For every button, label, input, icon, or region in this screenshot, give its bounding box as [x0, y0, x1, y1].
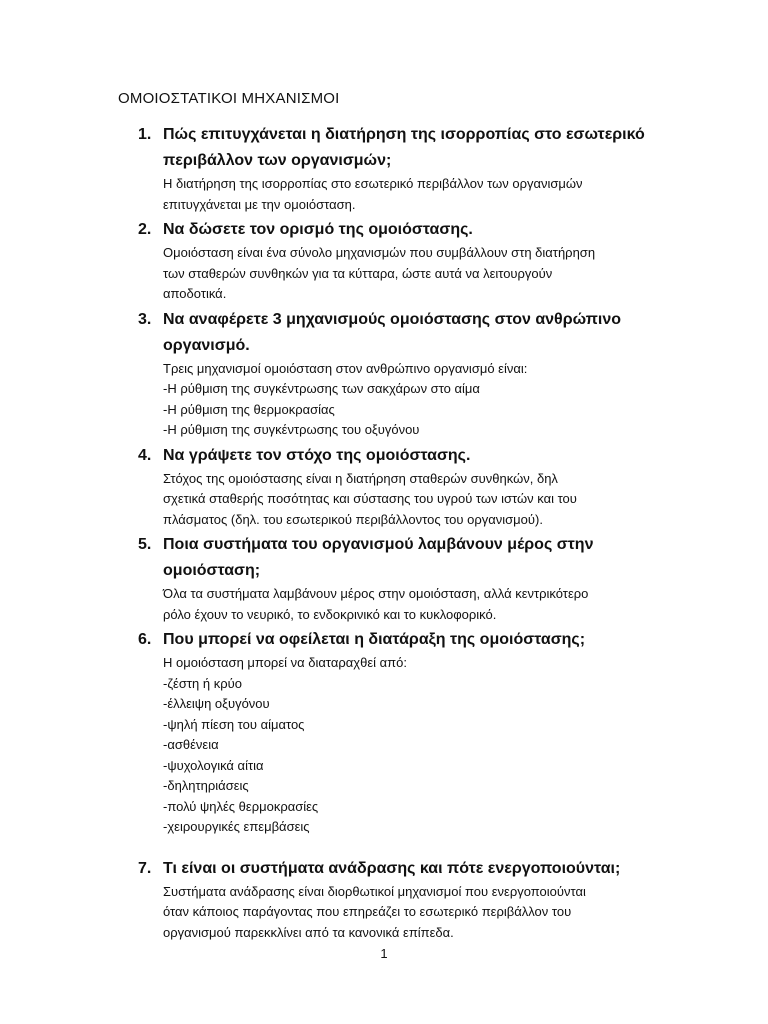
question-number: 5. — [138, 536, 152, 553]
answer-line: Η ομοιόσταση μπορεί να διαταραχθεί από: — [163, 655, 407, 670]
answer-line: -Η ρύθμιση της συγκέντρωσης του οξυγόνου — [163, 422, 420, 437]
answer-line: Όλα τα συστήματα λαμβάνουν μέρος στην ομοιόσταση, αλλά κεντρικότερο — [163, 586, 589, 601]
answer-line: -ψηλή πίεση του αίματος — [163, 716, 305, 732]
question-text: Να γράψετε τον στόχο της ομοιόστασης. — [163, 446, 471, 464]
answer-text — [163, 243, 658, 305]
question-number: 4. — [138, 446, 152, 464]
question-body — [163, 122, 658, 217]
answer-text — [163, 653, 658, 838]
question-text: Τι είναι οι συστήματα ανάδρασης και πότε ενεργοποιούνται; — [163, 859, 621, 877]
answer-line: όταν κάποιος παράγοντας που επηρεάζει το εσωτερικό περιβάλλον του — [163, 904, 572, 919]
answer-text — [163, 469, 658, 531]
answer-line: -ψυχολογικά αίτια — [163, 757, 264, 773]
answer-line: Συστήματα ανάδρασης είναι διορθωτικοί μηχανισμοί που ενεργοποιούνται — [163, 883, 586, 899]
question-body — [163, 627, 658, 840]
answer-line: επιτυγχάνεται με την ομοιόσταση. — [163, 196, 356, 212]
question-item — [118, 122, 658, 217]
page-number: 1 — [380, 946, 388, 961]
question-number: 7. — [138, 859, 152, 877]
answer-line: των σταθερών συνθηκών για τα κύτταρα, ώστε αυτά να λειτουργούν — [163, 265, 553, 281]
answer-line: -ασθένεια — [163, 737, 219, 752]
question-text: Να δώσετε τον ορισμό της ομοιόστασης. — [163, 221, 473, 238]
answer-line: πλάσματος (δηλ. του εσωτερικού περιβάλλοντος του οργανισμού). — [163, 511, 543, 527]
question-number: 3. — [138, 310, 152, 328]
question-body — [163, 443, 658, 533]
answer-text — [163, 174, 658, 215]
question-text: Να αναφέρετε 3 μηχανισμούς ομοιόστασης στον ανθρώπινο οργανισμό. — [163, 310, 622, 354]
answer-text — [163, 584, 658, 625]
answer-line: -χειρουργικές επεμβάσεις — [163, 819, 310, 834]
answer-line: -δηλητηριάσεις — [163, 778, 249, 793]
question-text: Ποια συστήματα του οργανισμού λαμβάνουν μέρος στην ομοιόσταση; — [163, 536, 594, 579]
question-body — [163, 532, 658, 627]
answer-line: αποδοτικά. — [163, 286, 227, 301]
question-text: Που μπορεί να οφείλεται η διατάραξη της ομοιόστασης; — [163, 631, 586, 648]
answer-line: -Η ρύθμιση της θερμοκρασίας — [163, 401, 335, 417]
answer-line: σχετικά σταθερής ποσότητας και σύστασης του υγρού των ιστών και του — [163, 491, 577, 506]
question-body — [163, 217, 658, 307]
answer-line: -ζέστη ή κρύο — [163, 675, 242, 691]
answer-text — [163, 359, 658, 441]
answer-line: Τρεις μηχανισμοί ομοιόσταση στον ανθρώπινο οργανισμό είναι: — [163, 360, 528, 376]
answer-line: οργανισμού παρεκκλίνει από τα κανονικά επίπεδα. — [163, 924, 454, 940]
section-gap — [118, 840, 658, 856]
document-title: ΟΜΟΙΟΣΤΑΤΙΚΟΙ ΜΗΧΑΝΙΣΜΟΙ — [118, 90, 340, 107]
question-list — [118, 122, 658, 945]
answer-text — [163, 882, 658, 944]
answer-line: ρόλο έχουν το νευρικό, το ενδοκρινικό και το κυκλοφορικό. — [163, 606, 497, 622]
answer-line: -πολύ ψηλές θερμοκρασίες — [163, 798, 319, 814]
question-text: Πώς επιτυγχάνεται η διατήρηση της ισορροπίας στο εσωτερικό περιβάλλον των οργανισμών; — [163, 126, 645, 169]
answer-line: Στόχος της ομοιόστασης είναι η διατήρηση σταθερών συνθηκών, δηλ — [163, 470, 558, 486]
question-item — [118, 856, 658, 946]
question-body — [163, 307, 658, 443]
answer-line: -Η ρύθμιση της συγκέντρωσης των σακχάρων στο αίμα — [163, 381, 480, 396]
answer-line: Ομοιόσταση είναι ένα σύνολο μηχανισμών που συμβάλλουν στη διατήρηση — [163, 245, 596, 260]
question-item — [118, 217, 658, 307]
question-number: 1. — [138, 126, 152, 143]
question-item — [118, 443, 658, 533]
question-number: 6. — [138, 631, 152, 648]
question-number: 2. — [138, 221, 152, 238]
question-item — [118, 627, 658, 840]
answer-line: -έλλειψη οξυγόνου — [163, 696, 270, 711]
question-item — [118, 307, 658, 443]
question-item — [118, 532, 658, 627]
question-body — [163, 856, 658, 946]
answer-line: Η διατήρηση της ισορροπίας στο εσωτερικό περιβάλλον των οργανισμών — [163, 176, 583, 191]
